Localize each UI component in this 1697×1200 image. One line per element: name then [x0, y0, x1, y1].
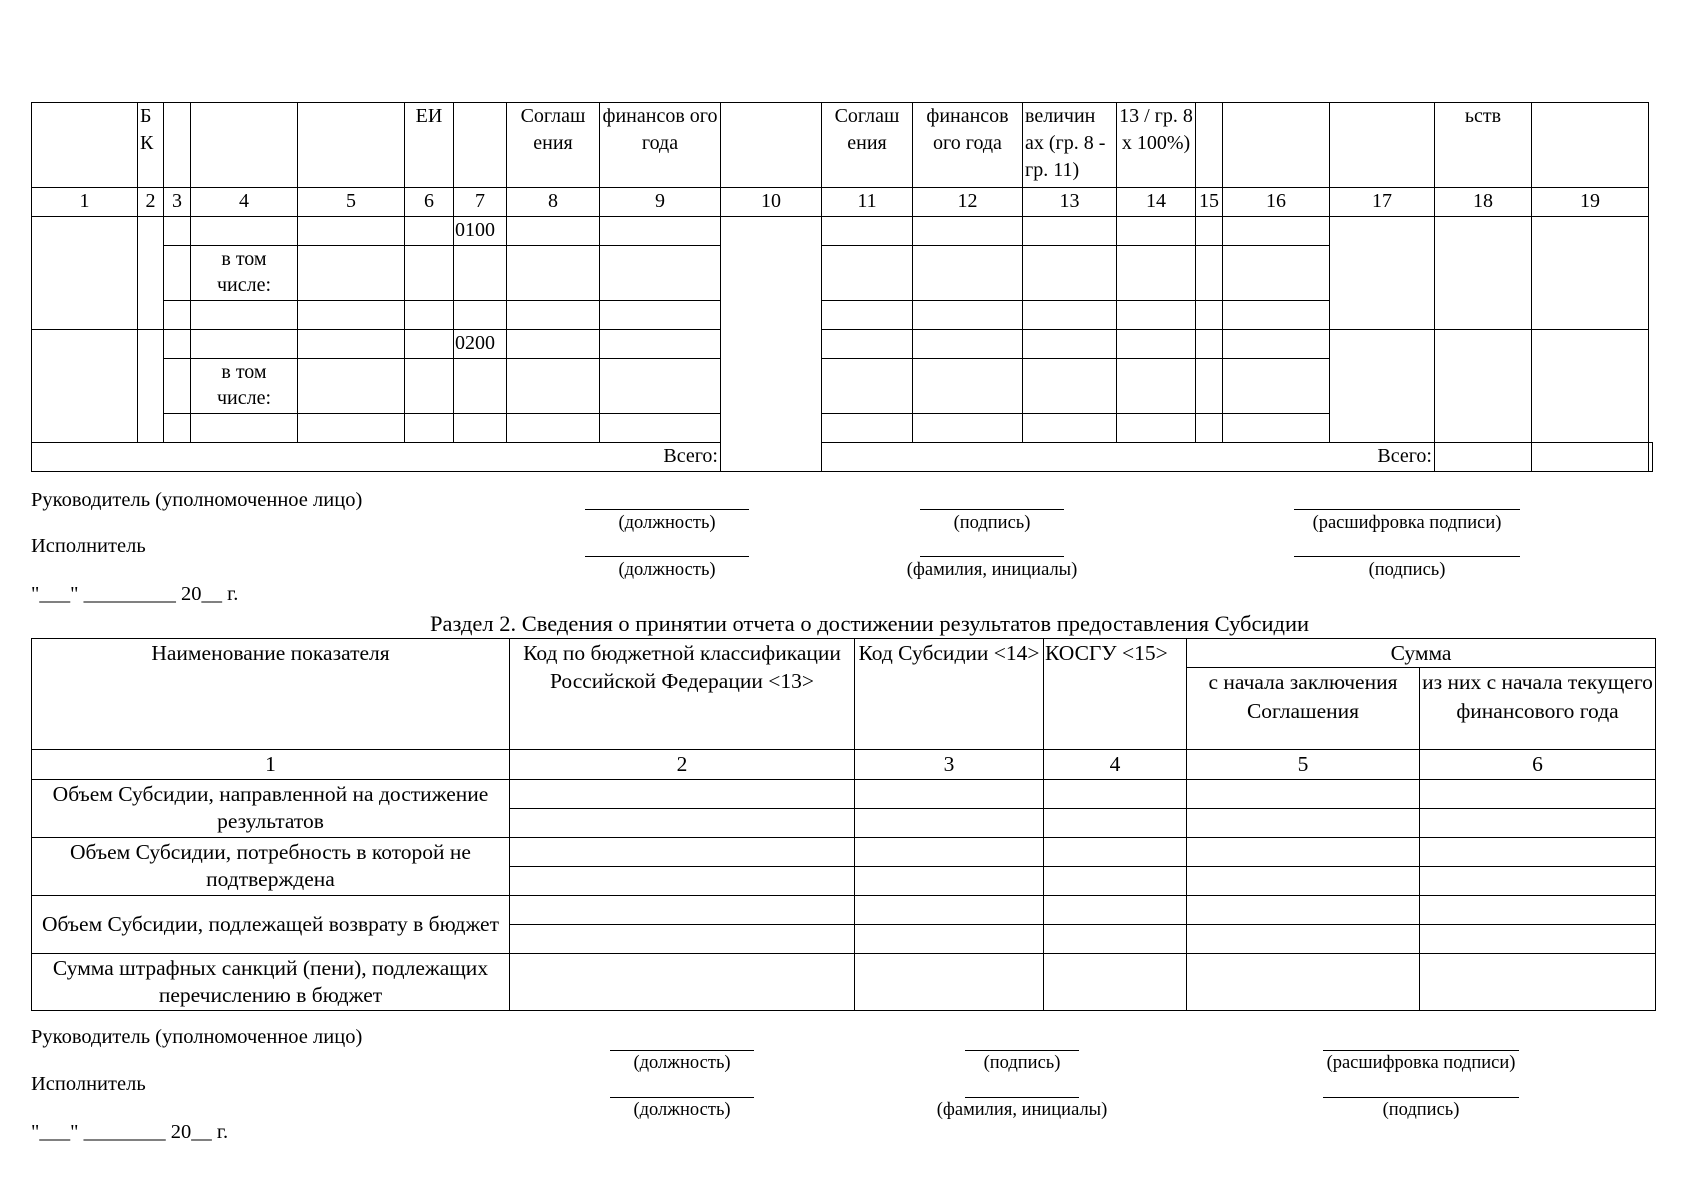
head-label: Руководитель (уполномоченное лицо) [31, 489, 363, 511]
exec-position-caption: (должность) [618, 560, 716, 580]
report-table-section2 [31, 638, 1656, 1011]
column-number: 6 [405, 188, 454, 217]
table-cell[interactable] [822, 359, 913, 414]
decoding-caption: (расшифровка подписи) [1326, 1053, 1516, 1073]
row-label: Сумма штрафных санкций (пени), подлежащих перечислению в бюджет [32, 953, 510, 1010]
table-cell[interactable] [1223, 217, 1330, 246]
table-cell[interactable] [405, 217, 454, 246]
table-cell[interactable] [822, 330, 913, 359]
table-cell[interactable] [1117, 246, 1196, 301]
table-cell[interactable] [822, 246, 913, 301]
signature-line[interactable] [920, 509, 1064, 510]
table-cell[interactable] [1420, 808, 1656, 837]
table-cell[interactable] [822, 217, 913, 246]
table-cell[interactable] [1532, 217, 1649, 330]
table-cell[interactable] [1023, 330, 1117, 359]
table-cell[interactable] [191, 217, 298, 246]
column-number: 18 [1435, 188, 1532, 217]
table-cell[interactable] [855, 953, 1044, 1010]
including-label: в том числе: [191, 359, 298, 414]
table-cell[interactable] [855, 808, 1044, 837]
header-cell: ьств [1435, 103, 1532, 188]
table-cell[interactable] [164, 217, 191, 246]
table-cell[interactable] [405, 359, 454, 414]
position-line[interactable] [585, 509, 749, 510]
position-caption: (должность) [618, 513, 716, 533]
table-cell[interactable] [1223, 359, 1330, 414]
header-cell: Б К [138, 103, 164, 188]
table-cell[interactable] [1187, 924, 1420, 953]
table-cell[interactable] [405, 330, 454, 359]
header-cell [32, 103, 138, 188]
table-cell[interactable] [191, 301, 298, 330]
table-cell[interactable] [1023, 414, 1117, 443]
table-cell[interactable] [1532, 330, 1649, 443]
total-label-left: Всего: [32, 443, 721, 472]
exec-position-line[interactable] [610, 1097, 754, 1098]
table-cell[interactable] [1223, 301, 1330, 330]
table-cell[interactable] [600, 330, 721, 359]
header-cell: финансов ого года [600, 103, 721, 188]
decoding-line[interactable] [1294, 509, 1520, 510]
column-number: 2 [510, 750, 855, 779]
column-number: 7 [454, 188, 507, 217]
header-since-year: из них с начала текущего финансового года [1420, 668, 1656, 750]
total-cell[interactable] [1532, 443, 1649, 472]
table-cell[interactable] [1187, 779, 1420, 808]
table-cell[interactable] [600, 246, 721, 301]
table-cell[interactable] [164, 414, 191, 443]
signature-caption: (подпись) [983, 1053, 1061, 1073]
table-cell[interactable] [913, 217, 1023, 246]
table-cell[interactable] [1196, 359, 1223, 414]
position-line[interactable] [610, 1050, 754, 1051]
column-number: 3 [164, 188, 191, 217]
row-label: Объем Субсидии, подлежащей возврату в бюджет [32, 895, 510, 953]
column-number: 10 [721, 188, 822, 217]
table-cell[interactable] [1023, 359, 1117, 414]
exec-position-line[interactable] [585, 556, 749, 557]
table-cell[interactable] [855, 924, 1044, 953]
table-cell[interactable] [913, 301, 1023, 330]
table-cell[interactable] [405, 414, 454, 443]
column-number: 8 [507, 188, 600, 217]
table-cell[interactable] [1330, 330, 1435, 443]
table-cell[interactable] [855, 895, 1044, 924]
table-cell[interactable] [1420, 866, 1656, 895]
column-number: 4 [191, 188, 298, 217]
header-cell: Соглаш ения [507, 103, 600, 188]
date-field[interactable]: "___" _________ 20__ г. [31, 583, 239, 605]
table-cell[interactable] [298, 359, 405, 414]
table-cell[interactable] [164, 246, 191, 301]
signature-line[interactable] [965, 1050, 1079, 1051]
table-cell[interactable] [1187, 895, 1420, 924]
table-cell[interactable] [298, 330, 405, 359]
table-cell[interactable] [32, 217, 138, 330]
row-label: Объем Субсидии, потребность в которой не подтверждена [32, 837, 510, 895]
table-cell[interactable] [510, 953, 855, 1010]
column-number: 13 [1023, 188, 1117, 217]
header-cell [721, 103, 822, 188]
table-cell[interactable] [32, 330, 138, 443]
header-since-agreement: с начала заключения Соглашения [1187, 668, 1420, 750]
table-cell[interactable] [1330, 217, 1435, 330]
code-cell: 0200 [454, 330, 507, 359]
column-number: 15 [1196, 188, 1223, 217]
table-cell[interactable] [1044, 895, 1187, 924]
table-cell[interactable] [510, 895, 855, 924]
header-sum: Сумма [1187, 639, 1656, 668]
table-cell[interactable] [1420, 895, 1656, 924]
column-number: 6 [1420, 750, 1656, 779]
exec-name-line[interactable] [965, 1097, 1079, 1098]
column-number: 14 [1117, 188, 1196, 217]
column-number: 16 [1223, 188, 1330, 217]
table-cell[interactable] [1044, 953, 1187, 1010]
table-cell[interactable] [1196, 414, 1223, 443]
row-label: Объем Субсидии, направленной на достижение результатов [32, 779, 510, 837]
section2-title: Раздел 2. Сведения о принятии отчета о достижении результатов предоставления Субсидии [429, 611, 1310, 636]
header-cell [454, 103, 507, 188]
table-cell[interactable] [454, 359, 507, 414]
header-cell: величин ах (гр. 8 - гр. 11) [1023, 103, 1117, 188]
table-cell[interactable] [510, 837, 855, 866]
table-cell[interactable] [600, 217, 721, 246]
total-label-right: Всего: [822, 443, 1435, 472]
table-cell[interactable] [1117, 217, 1196, 246]
table-cell[interactable] [1044, 866, 1187, 895]
table-cell[interactable] [913, 414, 1023, 443]
table-cell[interactable] [1044, 924, 1187, 953]
table-cell[interactable] [298, 301, 405, 330]
table-cell[interactable] [1223, 414, 1330, 443]
table-cell[interactable] [164, 359, 191, 414]
table-cell[interactable] [1187, 808, 1420, 837]
table-cell[interactable] [1196, 246, 1223, 301]
table-cell[interactable] [1187, 953, 1420, 1010]
table-cell[interactable] [822, 301, 913, 330]
header-cell: ЕИ [405, 103, 454, 188]
table-cell[interactable] [1044, 837, 1187, 866]
table-cell[interactable] [1435, 330, 1532, 443]
signature-caption: (подпись) [953, 513, 1031, 533]
table-cell[interactable] [454, 246, 507, 301]
table-cell[interactable] [298, 414, 405, 443]
table-cell[interactable] [1117, 330, 1196, 359]
column-number: 9 [600, 188, 721, 217]
exec-signature-caption: (подпись) [1368, 560, 1446, 580]
table-cell[interactable] [855, 866, 1044, 895]
header-cell [298, 103, 405, 188]
table-cell[interactable] [600, 359, 721, 414]
executor-label: Исполнитель [31, 535, 146, 557]
table-cell[interactable] [1023, 301, 1117, 330]
table-cell[interactable] [1420, 924, 1656, 953]
table-cell[interactable] [1117, 301, 1196, 330]
total-cell[interactable] [1649, 443, 1653, 472]
column-number: 5 [1187, 750, 1420, 779]
decoding-line[interactable] [1323, 1050, 1519, 1051]
table-cell[interactable] [913, 330, 1023, 359]
table-cell[interactable] [822, 414, 913, 443]
table-cell[interactable] [1187, 866, 1420, 895]
table-cell[interactable] [298, 246, 405, 301]
table-cell[interactable] [454, 414, 507, 443]
table-cell[interactable] [510, 779, 855, 808]
table-cell[interactable] [1196, 330, 1223, 359]
column-number: 17 [1330, 188, 1435, 217]
header-cell: Соглаш ения [822, 103, 913, 188]
table-cell[interactable] [191, 330, 298, 359]
table-cell[interactable] [1196, 301, 1223, 330]
header-cell [1223, 103, 1330, 188]
table-cell[interactable] [510, 866, 855, 895]
table-cell[interactable] [1420, 779, 1656, 808]
table-cell[interactable] [1117, 359, 1196, 414]
exec-signature-line[interactable] [1323, 1097, 1519, 1098]
table-cell[interactable] [855, 837, 1044, 866]
table-cell[interactable] [1023, 246, 1117, 301]
column-number: 12 [913, 188, 1023, 217]
exec-name-caption: (фамилия, инициалы) [936, 1100, 1108, 1120]
column-number: 11 [822, 188, 913, 217]
total-cell[interactable] [1435, 443, 1532, 472]
header-cell [1196, 103, 1223, 188]
executor-label: Исполнитель [31, 1073, 146, 1095]
header-bk-code: Код по бюджетной классификации Российской Федерации <13> [510, 639, 855, 750]
table-cell[interactable] [507, 359, 600, 414]
table-cell[interactable] [855, 779, 1044, 808]
table-cell[interactable] [1420, 837, 1656, 866]
exec-signature-line[interactable] [1294, 556, 1520, 557]
column-number: 19 [1532, 188, 1649, 217]
exec-name-caption: (фамилия, инициалы) [906, 560, 1078, 580]
table-cell[interactable] [405, 301, 454, 330]
column-number: 1 [32, 188, 138, 217]
header-kosgu: КОСГУ <15> [1044, 639, 1187, 750]
table-cell[interactable] [138, 217, 164, 330]
table-cell[interactable] [1044, 808, 1187, 837]
table-cell[interactable] [507, 217, 600, 246]
report-table-section1 [31, 102, 1653, 472]
table-cell[interactable] [600, 301, 721, 330]
table-cell[interactable] [405, 246, 454, 301]
table-cell[interactable] [507, 301, 600, 330]
table-cell[interactable] [1023, 217, 1117, 246]
column-number: 2 [138, 188, 164, 217]
table-cell[interactable] [507, 414, 600, 443]
table-cell[interactable] [1223, 330, 1330, 359]
table-cell[interactable] [1420, 953, 1656, 1010]
table-cell[interactable] [721, 217, 822, 472]
table-cell[interactable] [1044, 779, 1187, 808]
table-cell[interactable] [454, 301, 507, 330]
decoding-caption: (расшифровка подписи) [1312, 513, 1502, 533]
position-caption: (должность) [633, 1053, 731, 1073]
header-cell: 13 / гр. 8 х 100%) [1117, 103, 1196, 188]
table-cell[interactable] [913, 246, 1023, 301]
column-number: 5 [298, 188, 405, 217]
table-cell[interactable] [507, 330, 600, 359]
header-cell [191, 103, 298, 188]
table-cell[interactable] [1435, 217, 1532, 330]
table-cell[interactable] [298, 217, 405, 246]
column-number: 1 [32, 750, 510, 779]
code-cell: 0100 [454, 217, 507, 246]
header-subsidy-code: Код Субсидии <14> [855, 639, 1044, 750]
table-cell[interactable] [164, 301, 191, 330]
table-cell[interactable] [138, 330, 164, 443]
header-cell [1330, 103, 1435, 188]
exec-position-caption: (должность) [633, 1100, 731, 1120]
table-cell[interactable] [913, 359, 1023, 414]
date-field[interactable]: "___" ________ 20__ г. [31, 1121, 229, 1143]
table-cell[interactable] [600, 414, 721, 443]
table-cell[interactable] [1196, 217, 1223, 246]
header-cell [164, 103, 191, 188]
exec-name-line[interactable] [920, 556, 1064, 557]
table-cell[interactable] [1117, 414, 1196, 443]
header-name: Наименование показателя [32, 639, 510, 750]
column-number: 3 [855, 750, 1044, 779]
table-cell[interactable] [510, 924, 855, 953]
table-cell[interactable] [164, 330, 191, 359]
table-cell[interactable] [1187, 837, 1420, 866]
table-cell[interactable] [191, 414, 298, 443]
header-cell [1532, 103, 1649, 188]
table-cell[interactable] [510, 808, 855, 837]
exec-signature-caption: (подпись) [1382, 1100, 1460, 1120]
table-cell[interactable] [1223, 246, 1330, 301]
table-cell[interactable] [507, 246, 600, 301]
header-cell: финансов ого года [913, 103, 1023, 188]
column-number: 4 [1044, 750, 1187, 779]
head-label: Руководитель (уполномоченное лицо) [31, 1026, 363, 1048]
including-label: в том числе: [191, 246, 298, 301]
